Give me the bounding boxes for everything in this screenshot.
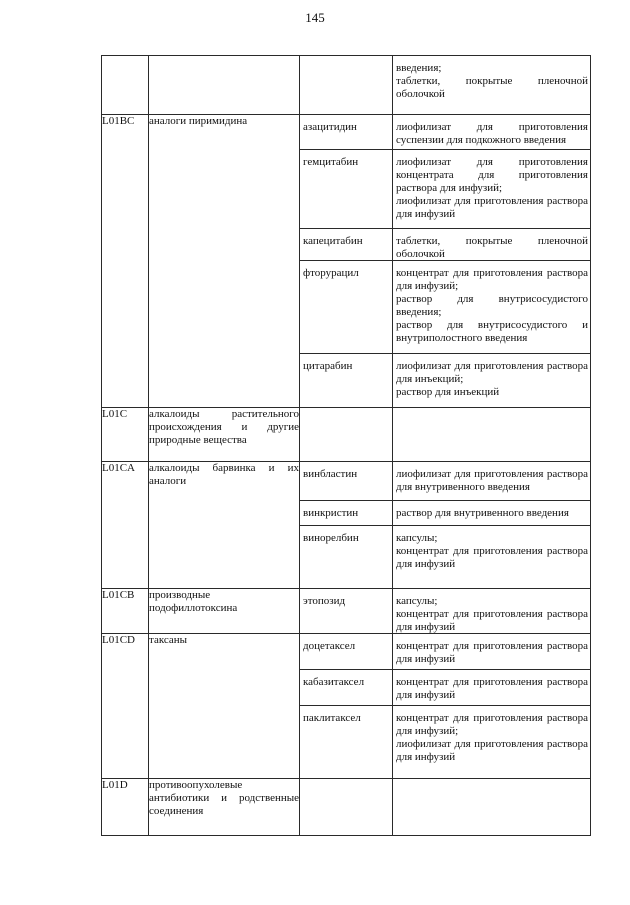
- drug-name: этопозид: [303, 595, 346, 607]
- dosage-forms: [393, 408, 590, 461]
- inn-cell: [300, 589, 393, 634]
- pharmacological-group-cell: [149, 408, 300, 462]
- drug-name: доцетаксел: [300, 634, 392, 670]
- atc-code: L01CB: [102, 589, 135, 601]
- inn-cell: [300, 779, 393, 836]
- dosage-form: концентрат для приготовления раствора для инфузий: [396, 676, 588, 701]
- dosage-forms: [393, 115, 590, 150]
- pharmacological-group: алкалоиды барвинка и их аналоги: [149, 462, 299, 487]
- dosage-form: концентрат для приготовления раствора для инфузий;: [396, 267, 588, 292]
- dosage-forms: [393, 634, 590, 670]
- pharmacological-group-cell: [149, 115, 300, 408]
- drug-name: капецитабин: [300, 229, 392, 261]
- dosage-form: капсулы;: [396, 595, 438, 607]
- table-row: [102, 462, 591, 589]
- inn-cell: [300, 634, 393, 779]
- drug-table: [101, 55, 591, 836]
- drug-name: гемцитабин: [300, 150, 392, 229]
- inn-cell: [300, 462, 393, 589]
- dosage-form: концентрат для приготовления раствора для инфузий: [396, 640, 588, 665]
- dosage-form: введения;: [396, 62, 442, 74]
- drug-name: цитарабин: [303, 360, 353, 372]
- dosage-forms-cell: [393, 779, 591, 836]
- dosage-forms: [393, 229, 590, 261]
- dosage-forms-cell: [393, 115, 591, 408]
- dosage-form: раствор для инъекций: [396, 386, 500, 398]
- dosage-forms: [393, 706, 590, 778]
- drug-name: [300, 779, 392, 835]
- drug-name: паклитаксел: [303, 712, 361, 724]
- atc-code-cell: [102, 779, 149, 836]
- dosage-forms: [393, 589, 590, 633]
- dosage-form: лиофилизат для приготовления суспензии для подкожного введения: [396, 121, 588, 146]
- dosage-forms-cell: [393, 634, 591, 779]
- inn-cell: [300, 56, 393, 115]
- pharmacological-group-cell: [149, 462, 300, 589]
- dosage-form: капсулы;: [396, 532, 438, 544]
- atc-code-cell: [102, 589, 149, 634]
- drug-name: винкристин: [300, 501, 392, 526]
- drug-name: [300, 408, 392, 461]
- dosage-forms: [393, 526, 590, 588]
- pharmacological-group: таксаны: [149, 634, 188, 646]
- drug-name: азацитидин: [300, 115, 392, 150]
- dosage-form: раствор для внутривенного введения: [396, 507, 569, 519]
- table-row: [102, 589, 591, 634]
- drug-name: кабазитаксел: [300, 670, 392, 706]
- dosage-form: концентрат для приготовления раствора для инфузий;: [396, 712, 588, 737]
- dosage-forms: [393, 501, 590, 526]
- pharmacological-group-cell: [149, 589, 300, 634]
- dosage-forms: [393, 670, 590, 706]
- drug-name: винорелбин: [303, 532, 359, 544]
- dosage-form: раствор для внутрисосудистого и внутриполостного введения: [396, 319, 588, 344]
- pharmacological-group: противоопухолевые антибиотики и родственные соединения: [149, 779, 299, 817]
- atc-code-cell: [102, 115, 149, 408]
- dosage-form: раствор для внутрисосудистого введения;: [396, 293, 588, 318]
- drug-name: [300, 56, 392, 114]
- dosage-forms: [393, 150, 590, 229]
- drug-name: винбластин: [300, 462, 392, 501]
- dosage-forms-cell: [393, 589, 591, 634]
- dosage-form: концентрат для приготовления раствора для инфузий: [396, 545, 588, 570]
- atc-code-cell: [102, 462, 149, 589]
- pharmacological-group: алкалоиды растительного происхождения и другие природные вещества: [149, 408, 299, 446]
- pharmacological-group-cell: [149, 56, 300, 115]
- pharmacological-group-cell: [149, 634, 300, 779]
- inn-cell: [300, 115, 393, 408]
- dosage-form: лиофилизат для приготовления раствора для инфузий: [396, 738, 588, 763]
- dosage-forms: [393, 462, 590, 501]
- dosage-forms-cell: [393, 462, 591, 589]
- pharmacological-group: аналоги пиримидина: [149, 115, 248, 127]
- dosage-form: таблетки, покрытые пленочной оболочкой: [396, 235, 588, 260]
- dosage-forms: [393, 261, 590, 354]
- dosage-form: лиофилизат для приготовления раствора для инъекций;: [396, 360, 588, 385]
- dosage-forms: [393, 354, 590, 407]
- atc-code: L01BC: [102, 115, 135, 127]
- table-row: [102, 408, 591, 462]
- dosage-form: таблетки, покрытые пленочной оболочкой: [396, 75, 588, 100]
- dosage-form: лиофилизат для приготовления раствора для инфузий: [396, 195, 588, 220]
- dosage-forms: [393, 779, 590, 835]
- atc-code: L01CD: [102, 634, 135, 646]
- drug-name: фторурацил: [300, 261, 392, 354]
- pharmacological-group: производные подофиллотоксина: [149, 589, 238, 614]
- table-row: [102, 779, 591, 836]
- dosage-form: лиофилизат для приготовления раствора для внутривенного введения: [396, 468, 588, 493]
- atc-code: L01CA: [102, 462, 135, 474]
- pharmacological-group-cell: [149, 779, 300, 836]
- dosage-forms: [393, 56, 590, 114]
- table-row: [102, 56, 591, 115]
- table-body: [102, 56, 591, 836]
- atc-code-cell: [102, 408, 149, 462]
- table-row: [102, 634, 591, 779]
- atc-code-cell: [102, 56, 149, 115]
- atc-code: L01C: [102, 408, 128, 420]
- dosage-form: концентрат для приготовления раствора для инфузий: [396, 608, 588, 633]
- dosage-form: лиофилизат для приготовления концентрата для приготовления раствора для инфузий;: [396, 156, 588, 194]
- table-row: [102, 115, 591, 408]
- inn-cell: [300, 408, 393, 462]
- atc-code-cell: [102, 634, 149, 779]
- dosage-forms-cell: [393, 56, 591, 115]
- page-number: 145: [305, 10, 325, 25]
- dosage-forms-cell: [393, 408, 591, 462]
- atc-code: L01D: [102, 779, 128, 791]
